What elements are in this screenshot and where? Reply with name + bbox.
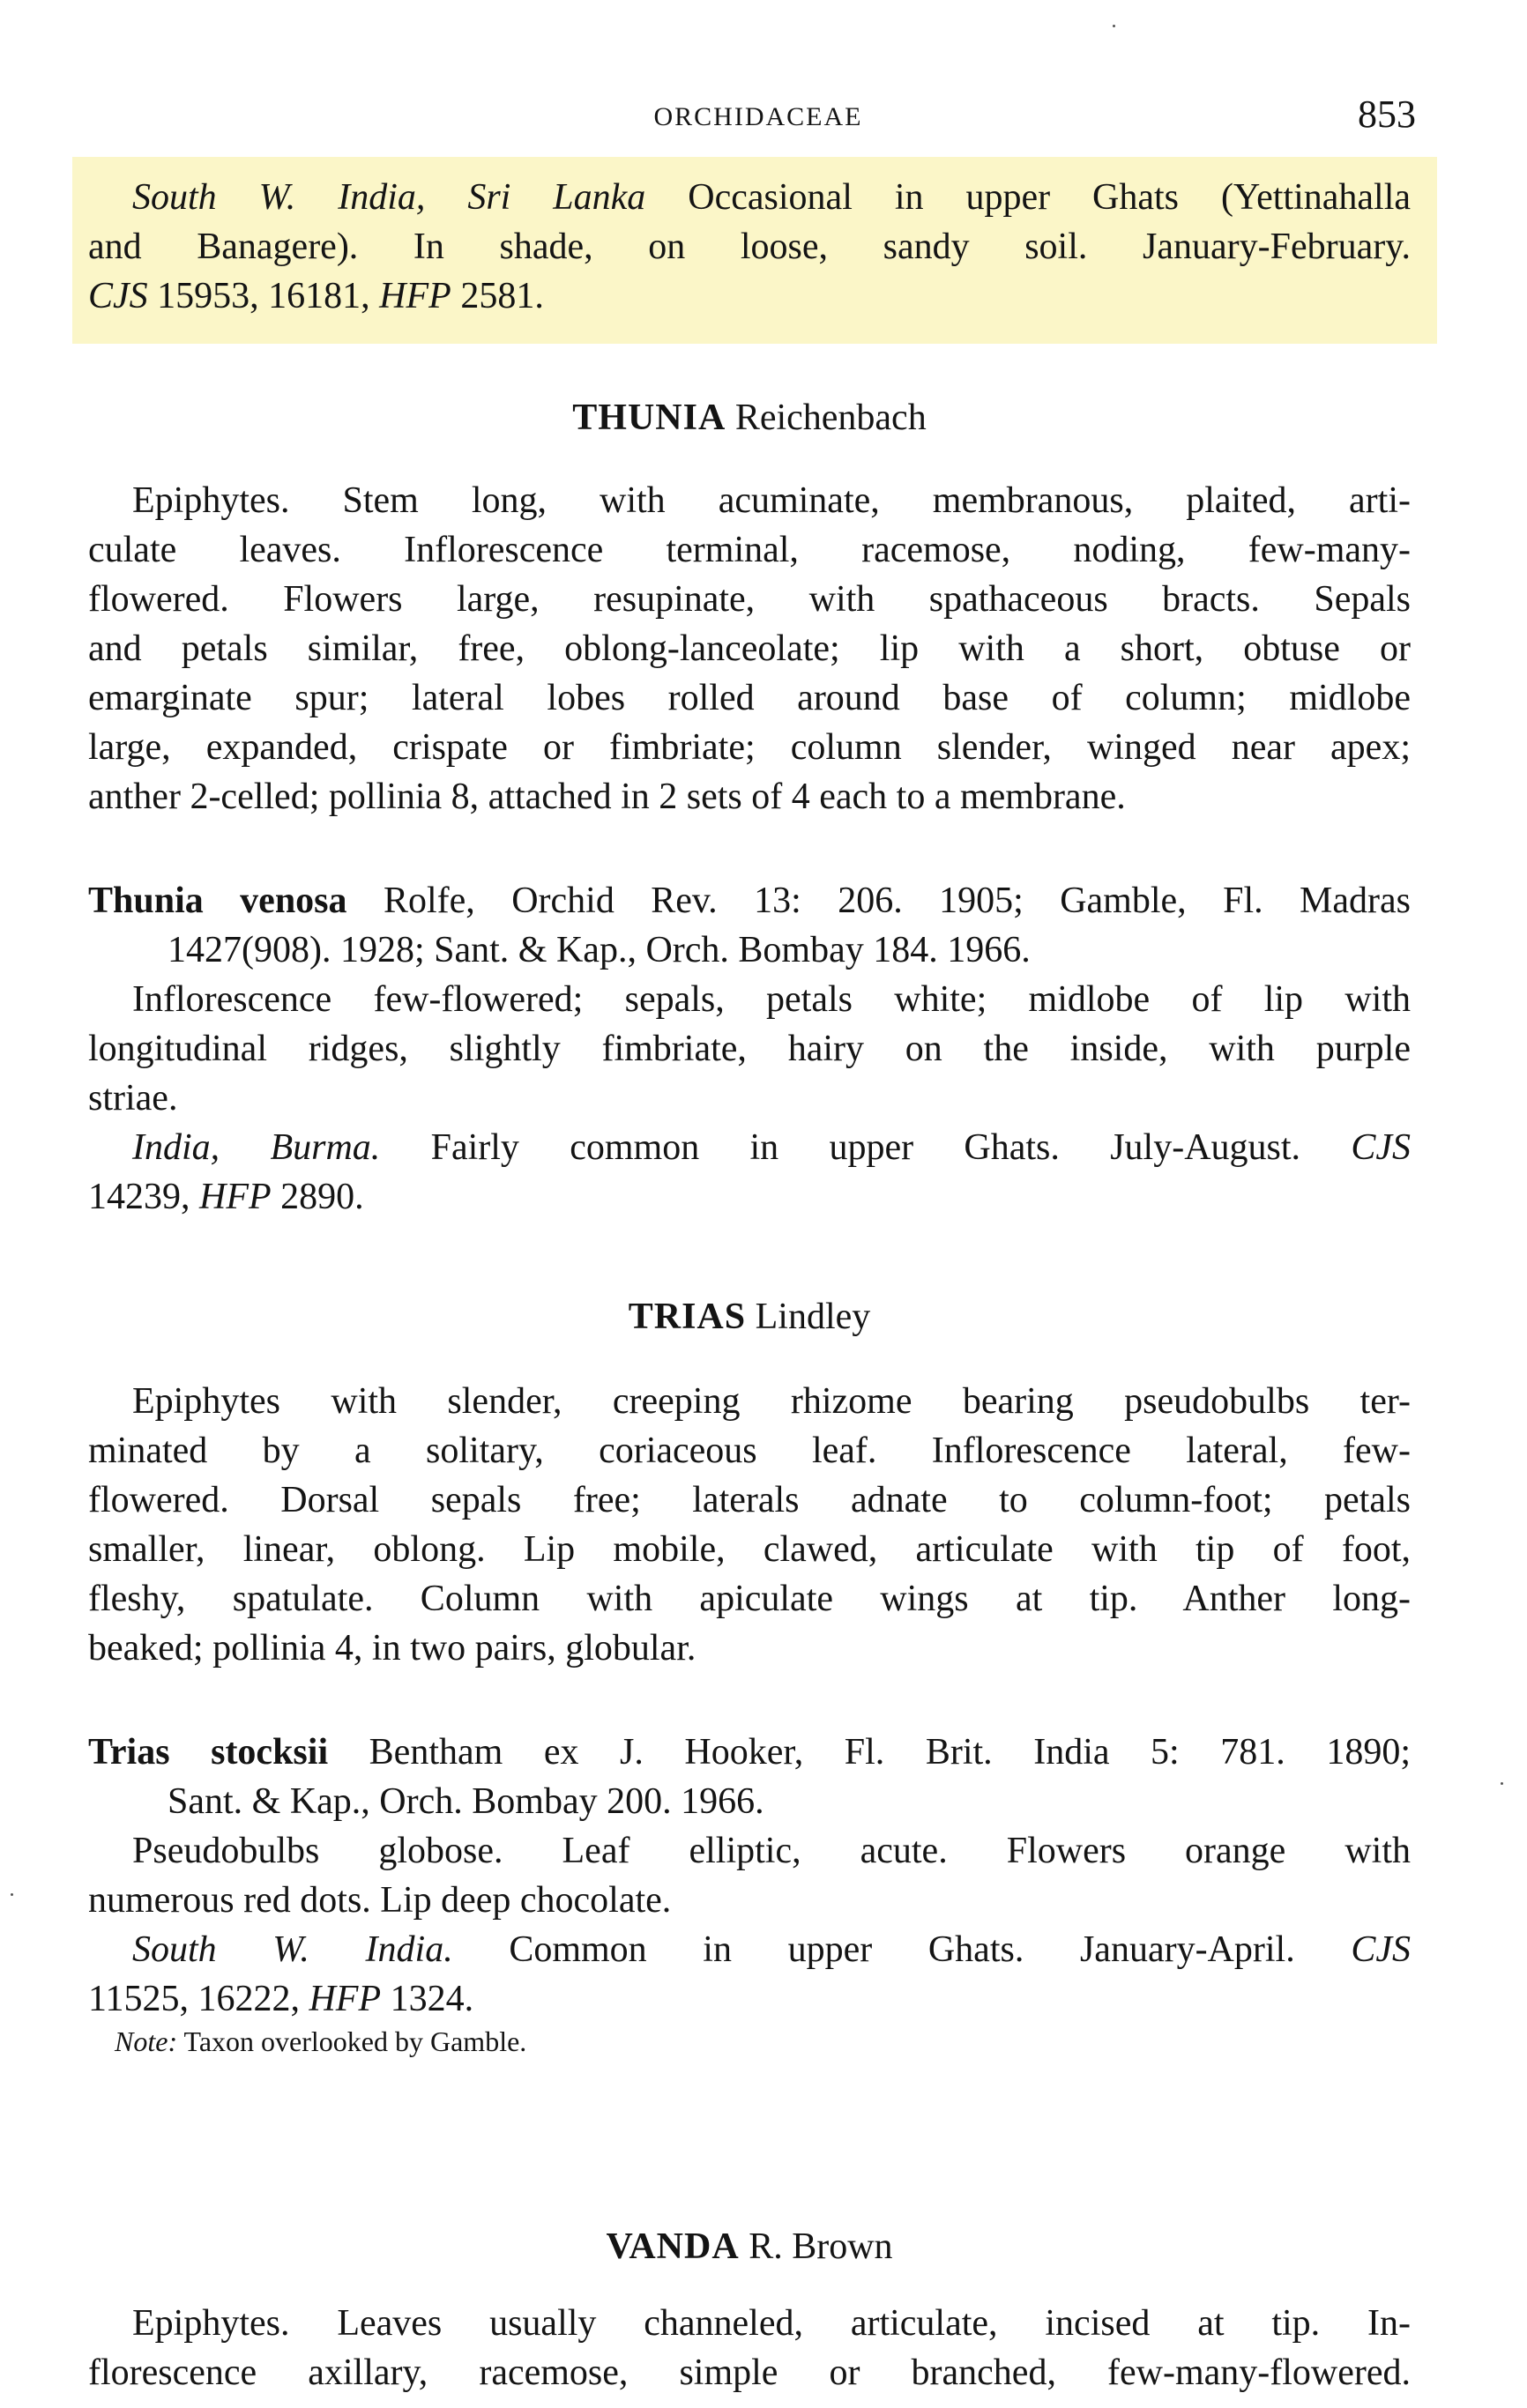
scan-speck (1501, 1782, 1503, 1785)
genus-description-thunia (88, 476, 1411, 821)
text-line: fleshy, spatulate. Column with apiculate wings at tip. Anther long- (88, 1579, 1411, 1619)
note-line (88, 2024, 1411, 2062)
specimen-line (88, 1172, 1411, 1222)
running-title: ORCHIDACEAE (653, 102, 863, 131)
species-citation (88, 876, 1411, 925)
distribution-label: South W. India, Sri Lanka (132, 177, 646, 218)
text-line: large, expanded, crispate or fimbriate; column slender, winged near apex; (88, 727, 1411, 768)
text-run: 2581. (451, 276, 544, 316)
species-entry-trias-stocksii (88, 1728, 1411, 2062)
genus-name: THUNIA (572, 398, 726, 438)
distribution-line (88, 1123, 1411, 1172)
genus-name: VANDA (606, 2226, 740, 2267)
text-line: Epiphytes with slender, creeping rhizome bearing pseudobulbs ter- (132, 1381, 1411, 1422)
text-run: 2890. (271, 1177, 364, 1217)
text-line (88, 173, 1411, 222)
species-citation: 1427(908). 1928; Sant. & Kap., Orch. Bombay 184. 1966. (168, 930, 1031, 970)
species-name: Trias stocksii (88, 1732, 329, 1773)
text-run: 14239, (88, 1177, 199, 1217)
specimen-code: CJS (88, 276, 148, 316)
text-line: flowered. Dorsal sepals free; laterals adnate to column-foot; petals (88, 1480, 1411, 1520)
text-run: 11525, 16222, (88, 1979, 309, 2019)
species-name: Thunia venosa (88, 881, 347, 921)
specimen-line (88, 1974, 1411, 2024)
specimen-code: CJS (1351, 1929, 1411, 1970)
text-line: longitudinal ridges, slightly fimbriate, hairy on the inside, with purple (88, 1029, 1411, 1069)
text-run: 1324. (381, 1979, 474, 2019)
note-label: Note: (115, 2025, 178, 2057)
scan-speck (1113, 25, 1115, 27)
genus-description-trias (88, 1377, 1411, 1673)
text-line: anther 2-celled; pollinia 8, attached in 2 sets of 4 each to a membrane. (88, 777, 1126, 817)
distribution-line (88, 1925, 1411, 1974)
text-run: Fairly common in upper Ghats. July-August. (430, 1127, 1301, 1168)
text-run: Rolfe, Orchid Rev. 13: 206. 1905; Gamble, Fl. Madras (383, 881, 1411, 921)
specimen-code: HFP (309, 1979, 382, 2019)
distribution-label: India, Burma. (132, 1127, 381, 1168)
scan-speck (11, 1893, 13, 1896)
text-run: Bentham ex J. Hooker, Fl. Brit. India 5: 781. 1890; (369, 1732, 1411, 1773)
carryover-paragraph (88, 173, 1411, 321)
text-line: Epiphytes. Stem long, with acuminate, membranous, plaited, arti- (132, 480, 1411, 521)
specimen-line (88, 271, 1411, 321)
text-run: 15953, 16181, (147, 276, 380, 316)
specimen-code: CJS (1351, 1127, 1412, 1168)
genus-description-vanda (88, 2299, 1411, 2397)
specimen-code: HFP (379, 276, 451, 316)
genus-author: R. Brown (749, 2226, 893, 2267)
text-line: smaller, linear, oblong. Lip mobile, clawed, articulate with tip of foot, (88, 1529, 1411, 1570)
species-citation: Sant. & Kap., Orch. Bombay 200. 1966. (168, 1781, 764, 1822)
text-run: Common in upper Ghats. January-April. (509, 1929, 1295, 1970)
genus-heading-trias (88, 1296, 1411, 1338)
specimen-code: HFP (199, 1177, 272, 1217)
text-line: minated by a solitary, coriaceous leaf. Inflorescence lateral, few- (88, 1431, 1411, 1471)
text-line: Pseudobulbs globose. Leaf elliptic, acute. Flowers orange with (132, 1831, 1411, 1871)
genus-heading-vanda (88, 2226, 1411, 2268)
text-line: culate leaves. Inflorescence terminal, racemose, noding, few-many- (88, 530, 1411, 570)
species-entry-thunia-venosa (88, 876, 1411, 1222)
genus-author: Reichenbach (734, 398, 927, 438)
text-line: beaked; pollinia 4, in two pairs, globular. (88, 1628, 696, 1669)
note-text: Taxon overlooked by Gamble. (183, 2025, 527, 2057)
genus-author: Lindley (755, 1297, 871, 1337)
distribution-label: South W. India. (132, 1929, 453, 1970)
text-line: Inflorescence few-flowered; sepals, petals white; midlobe of lip with (132, 979, 1411, 1020)
text-line: and petals similar, free, oblong-lanceolate; lip with a short, obtuse or (88, 628, 1411, 669)
text-line: emarginate spur; lateral lobes rolled around base of column; midlobe (88, 678, 1411, 718)
text-line: striae. (88, 1078, 178, 1119)
text-line: florescence axillary, racemose, simple or branched, few-many-flowered. (88, 2352, 1411, 2393)
running-head (88, 95, 1428, 139)
genus-name: TRIAS (628, 1297, 747, 1337)
text-run: Occasional in upper Ghats (Yettinahalla (688, 177, 1412, 218)
text-line: Epiphytes. Leaves usually channeled, articulate, incised at tip. In- (132, 2303, 1411, 2344)
text-line: and Banagere). In shade, on loose, sandy soil. January-February. (88, 227, 1411, 267)
page-number: 853 (1358, 93, 1416, 136)
genus-heading-thunia (88, 397, 1411, 439)
text-line: flowered. Flowers large, resupinate, with spathaceous bracts. Sepals (88, 579, 1411, 620)
species-citation (88, 1728, 1411, 1777)
text-line: numerous red dots. Lip deep chocolate. (88, 1880, 672, 1921)
